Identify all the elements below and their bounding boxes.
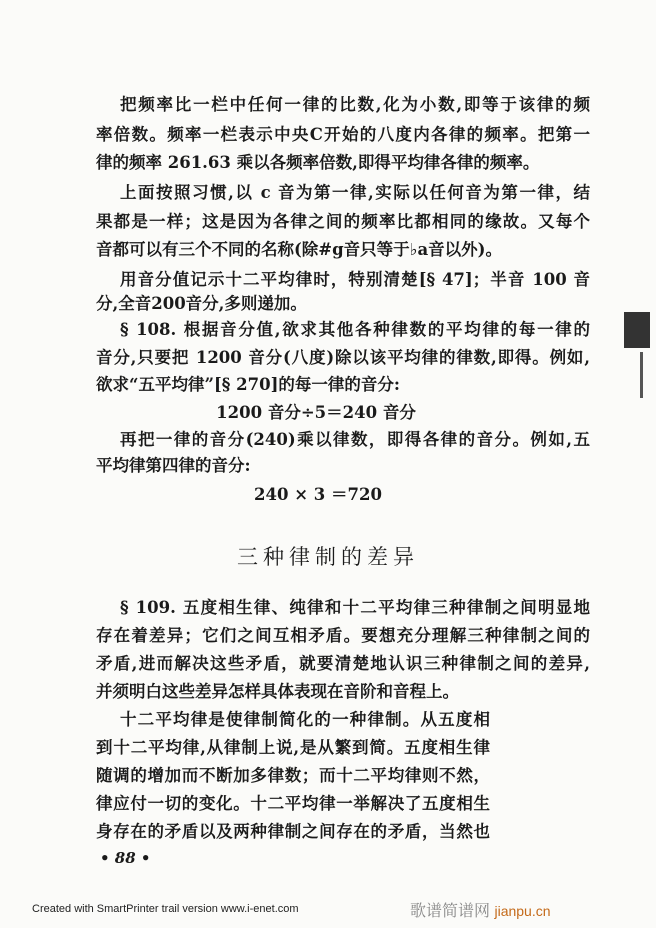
section-title: 三种律制的差异 [237, 545, 419, 569]
section-109-line: § 109. 五度相生律、纯律和十二平均律三种律制之间明显地 [120, 598, 590, 617]
section-108-line: § 108. 根据音分值,欲求其他各种律数的平均律的每一律的 [120, 320, 590, 339]
scan-artifact [640, 352, 643, 398]
page-number: • 88 • [100, 849, 151, 867]
text-line: 欲求“五平均律”[§ 270]的每一律的音分: [96, 375, 401, 394]
text-line: 平均律第四律的音分: [96, 456, 251, 475]
text-line: 率倍数。频率一栏表示中央C开始的八度内各律的频率。把第一 [96, 125, 590, 144]
formula-1: 1200 音分÷5＝240 音分 [216, 403, 416, 422]
text-line: 律应付一切的变化。十二平均律一举解决了五度相生 [96, 794, 490, 813]
text-line: 音都可以有三个不同的名称(除#g音只等于♭a音以外)。 [96, 240, 502, 259]
text-line: 到十二平均律,从律制上说,是从繁到简。五度相生律 [96, 738, 490, 757]
text-line: 矛盾,进而解决这些矛盾，就要清楚地认识三种律制之间的差异, [96, 654, 590, 673]
footer-note: Created with SmartPrinter trail version www.i-enet.com [32, 903, 299, 915]
text-line: 律的频率 261.63 乘以各频率倍数,即得平均律各律的频率。 [96, 153, 540, 172]
watermark-cn: 歌谱简谱网 [410, 903, 491, 920]
text-line: 果都是一样；这是因为各律之间的频率比都相同的缘故。又每个 [96, 212, 590, 231]
text-line: 并须明白这些差异怎样具体表现在音阶和音程上。 [96, 682, 459, 701]
text-line: 随调的增加而不断加多律数；而十二平均律则不然， [96, 766, 490, 785]
text-line: 十二平均律是使律制简化的一种律制。从五度相 [120, 710, 490, 729]
text-line: 身存在的矛盾以及两种律制之间存在的矛盾，当然也 [96, 822, 490, 841]
text-line: 分,全音200音分,多则递加。 [96, 294, 307, 313]
text-line: 把频率比一栏中任何一律的比数,化为小数,即等于该律的频 [120, 95, 590, 114]
text-line: 再把一律的音分(240)乘以律数，即得各律的音分。例如,五 [120, 430, 590, 449]
text-line: 上面按照习惯,以 c 音为第一律,实际以任何音为第一律，结 [120, 183, 590, 202]
text-line: 音分,只要把 1200 音分(八度)除以该平均律的律数,即得。例如, [96, 348, 590, 367]
scan-artifact [624, 312, 650, 348]
text-line: 用音分值记示十二平均律时，特别清楚[§ 47]；半音 100 音 [120, 270, 590, 289]
text-line: 存在着差异；它们之间互相矛盾。要想充分理解三种律制之间的 [96, 626, 590, 645]
watermark [410, 898, 551, 921]
formula-2: 240 × 3 ＝720 [254, 485, 382, 504]
watermark-en: jianpu.cn [494, 903, 551, 919]
